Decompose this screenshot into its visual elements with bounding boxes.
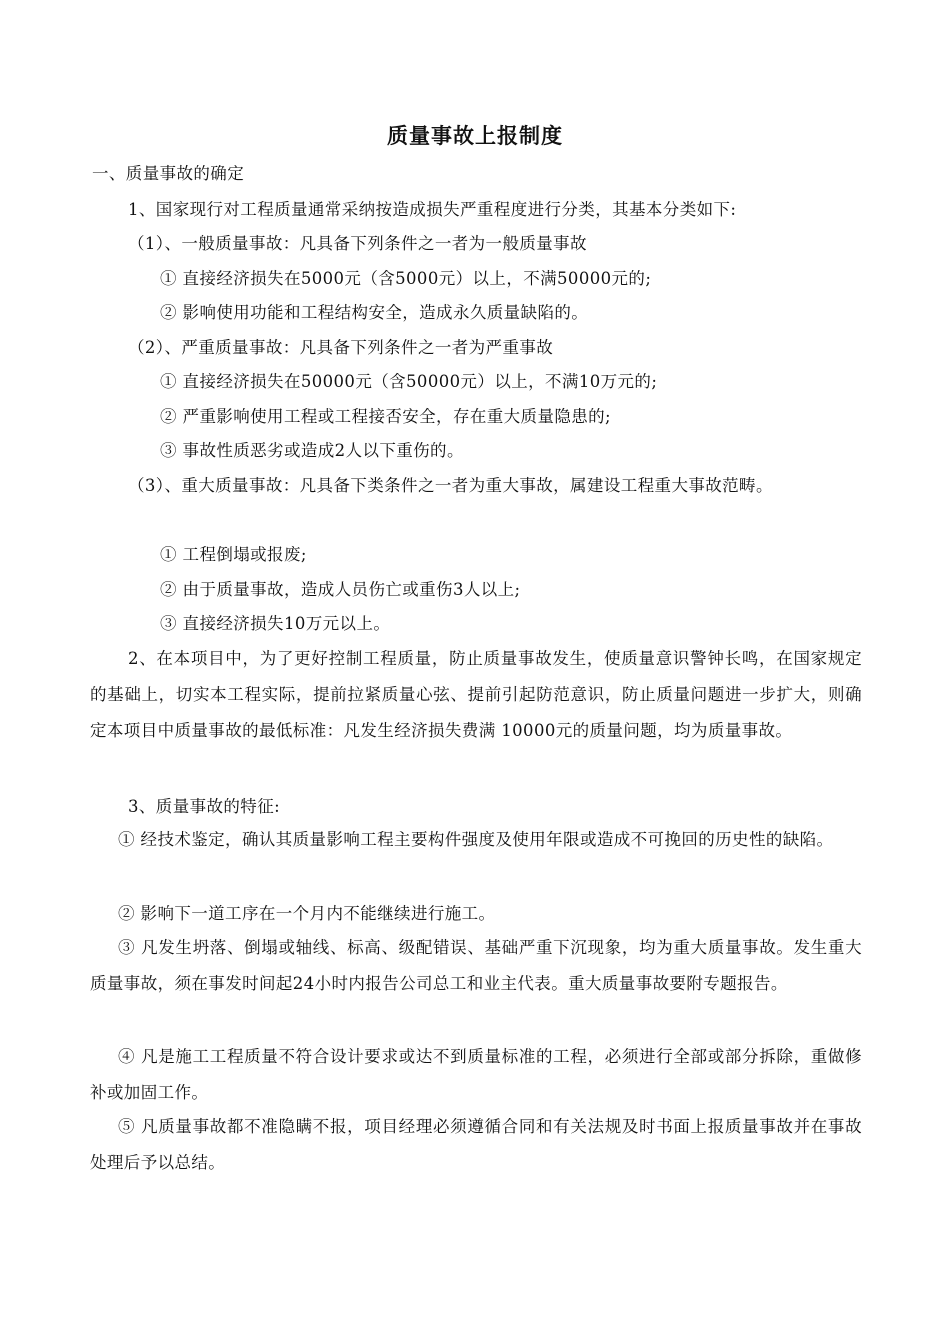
major-condition-3: ③ 直接经济损失10万元以上。 — [160, 614, 391, 633]
major-accident-heading: （3）、重大质量事故：凡具备下类条件之一者为重大事故，属建设工程重大事故范畴。 — [128, 476, 773, 495]
section-heading: 一、质量事故的确定 — [92, 164, 245, 183]
general-accident-heading: （1）、一般质量事故：凡具备下列条件之一者为一般质量事故 — [128, 234, 587, 253]
item-3-heading: 3、质量事故的特征: — [128, 797, 281, 816]
serious-accident-heading: （2）、严重质量事故：凡具备下列条件之一者为严重事故 — [128, 338, 554, 357]
feature-3-paragraph: ③ 凡发生坍落、倒塌或轴线、标高、级配错误、基础严重下沉现象，均为重大质量事故。发生重大质量事故，须在事发时间起24小时内报告公司总工和业主代表。重大质量事故要附专题报告。 — [90, 938, 862, 993]
general-condition-1: ① 直接经济损失在5000元（含5000元）以上，不满50000元的; — [160, 269, 652, 288]
major-condition-1: ① 工程倒塌或报废; — [160, 545, 307, 564]
feature-4-paragraph: ④ 凡是施工工程质量不符合设计要求或达不到质量标准的工程，必须进行全部或部分拆除，重做修补或加固工作。 — [90, 1047, 862, 1102]
serious-condition-2: ② 严重影响使用工程或工程接否安全，存在重大质量隐患的; — [160, 407, 612, 426]
serious-condition-3: ③ 事故性质恶劣或造成2人以下重伤的。 — [160, 441, 464, 460]
major-condition-2: ② 由于质量事故，造成人员伤亡或重伤3人以上; — [160, 580, 521, 599]
general-condition-2: ② 影响使用功能和工程结构安全，造成永久质量缺陷的。 — [160, 303, 589, 322]
feature-1-paragraph: ① 经技术鉴定，确认其质量影响工程主要构件强度及使用年限或造成不可挽回的历史性的缺陷。 — [118, 830, 834, 849]
item-2-paragraph: 2、在本项目中，为了更好控制工程质量，防止质量事故发生，使质量意识警钟长鸣，在国家规定的基础上，切实本工程实际，提前拉紧质量心弦、提前引起防范意识，防止质量问题进一步扩大，则确定本项目中质量事故的最低标准：凡发生经济损失费满 10000元的质量问题，均为质量事故。 — [90, 649, 862, 740]
feature-5-paragraph: ⑤ 凡质量事故都不准隐瞒不报，项目经理必须遵循合同和有关法规及时书面上报质量事故并在事故处理后予以总结。 — [90, 1117, 862, 1172]
feature-2-paragraph: ② 影响下一道工序在一个月内不能继续进行施工。 — [118, 904, 496, 923]
serious-condition-1: ① 直接经济损失在50000元（含50000元）以上，不满10万元的; — [160, 372, 658, 391]
item-1-text: 1、国家现行对工程质量通常采纳按造成损失严重程度进行分类，其基本分类如下: — [128, 200, 737, 219]
document-title: 质量事故上报制度 — [387, 123, 563, 148]
